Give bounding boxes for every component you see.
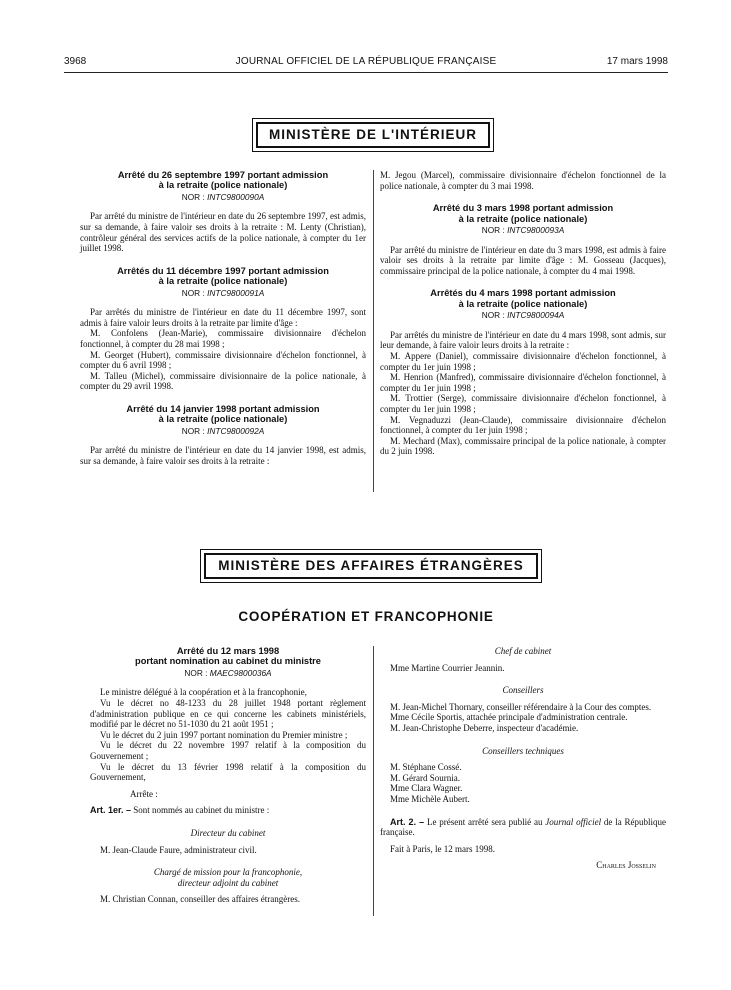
nor-code: INTC9800093A (507, 225, 565, 235)
nor-reference (80, 288, 366, 299)
decree-title-line: à la retraite (police nationale) (458, 298, 588, 309)
cooperation-left-column (90, 646, 366, 905)
decree-title-line: Arrêtés du 4 mars 1998 portant admission (430, 288, 616, 299)
nor-reference (380, 225, 666, 236)
ministry-affaires-etrangeres-title: MINISTÈRE DES AFFAIRES ÉTRANGÈRES (204, 553, 538, 579)
decree-paragraph: M. Henrion (Manfred), commissaire divisionnaire d'échelon fonctionnel, à compter du 1er juin 1998 ; (380, 372, 666, 393)
ministry-interieur-title: MINISTÈRE DE L'INTÉRIEUR (256, 122, 490, 148)
journal-title: JOURNAL OFFICIEL DE LA RÉPUBLIQUE FRANÇAISE (235, 56, 497, 67)
decree-title-line: Arrêtés du 11 décembre 1997 portant admission (117, 265, 329, 276)
decree-paragraph: Par arrêté du ministre de l'intérieur en date du 14 janvier 1998, est admis, sur sa demande, à faire valoir ses droits à la retraite : (80, 445, 366, 466)
appointee: M. Stéphane Cossé. (390, 762, 462, 773)
decree-paragraph: Par arrêtés du ministre de l'intérieur en date du 11 décembre 1997, sont admis à faire valoir leurs droits à la retraite par limite d'âge : (80, 307, 366, 328)
nor-code: INTC9800090A (207, 191, 265, 202)
article-text: de la République française. (380, 816, 666, 838)
heading-line: directeur adjoint du cabinet (177, 877, 279, 888)
page-header (64, 56, 668, 70)
issue-date: 17 mars 1998 (606, 56, 668, 67)
appointee: Mme Martine Courrier Jeannin. (390, 662, 505, 673)
decree-intro: Vu le décret du 2 juin 1997 portant nomination du Premier ministre ; (100, 729, 348, 740)
heading-charge-mission (90, 867, 366, 888)
decree-paragraph: Par arrêté du ministre de l'intérieur en date du 26 septembre 1997, est admis, sur sa demande, à faire valoir ses droits à la retraite : M. Lenty (Christian), contrôleur général des services actifs de la police nationale, à compter du 1er juillet 1998. (80, 211, 366, 254)
nor-label: NOR : (181, 287, 205, 298)
appointee: M. Jean-Michel Thornary, conseiller référendaire à la Cour des comptes. (390, 701, 652, 712)
heading-conseillers: Conseillers (502, 685, 544, 696)
decree-3-mars-1998 (380, 203, 666, 276)
article-label: Art. 1er. – (90, 805, 132, 816)
decree-continuation: M. Jegou (Marcel), commissaire divisionnaire d'échelon fonctionnel de la police nationale, à compter du 3 mai 1998. (380, 170, 666, 191)
article-2 (380, 817, 666, 838)
decree-title-line: Arrêté du 3 mars 1998 portant admission (432, 203, 614, 214)
decree-14-jan-1998 (80, 404, 366, 467)
decree-intro: Vu le décret du 13 février 1998 relatif à la composition du Gouvernement, (90, 761, 366, 783)
decree-title (380, 203, 666, 224)
article-text: Le présent arrêté sera publié au (426, 816, 543, 827)
technical-advisers-list (380, 762, 666, 804)
decree-paragraph: M. Georget (Hubert), commissaire divisionnaire d'échelon fonctionnel, à compter du 6 avril 1998 ; (80, 349, 366, 371)
decree-title (90, 646, 366, 667)
decree-paragraph: M. Mechard (Max), commissaire principal de la police nationale, à compter du 2 juin 1998. (380, 435, 666, 457)
decree-paragraph: Par arrêtés du ministre de l'intérieur en date du 4 mars 1998, sont admis, sur leur demande, à faire valoir leurs droits à la retraite : (380, 329, 666, 351)
decree-title (380, 288, 666, 309)
signature: Charles Josselin (596, 860, 656, 871)
column-divider (373, 170, 374, 492)
appointee: M. Gérard Sournia. (390, 772, 460, 783)
section-subtitle: COOPÉRATION ET FRANCOPHONIE (238, 609, 494, 624)
nor-label: NOR : (481, 310, 505, 321)
nor-reference (80, 426, 366, 437)
decree-title (80, 170, 366, 191)
decree-intro: Vu le décret no 48-1233 du 28 juillet 1948 portant règlement d'administration publique en ce qui concerne les cabinets ministériels, modifié par le décret no 51-1030 du 21 août 1951 ; (90, 698, 366, 730)
nor-label: NOR : (184, 667, 208, 678)
decree-paragraph: M. Confolens (Jean-Marie), commissaire divisionnaire d'échelon fonctionnel, à compter du 28 mai 1998 ; (80, 328, 366, 349)
decree-paragraph: M. Trottier (Serge), commissaire divisionnaire d'échelon fonctionnel, à compter du 1er juin 1998 ; (380, 393, 666, 414)
decree-title (80, 404, 366, 425)
decree-paragraph: M. Vegnaduzzi (Jean-Claude), commissaire divisionnaire d'échelon fonctionnel, à compter du 1er juin 1998 ; (380, 414, 666, 436)
cooperation-right-column (380, 646, 666, 871)
nor-code: INTC9800091A (207, 287, 265, 298)
column-divider (373, 646, 374, 916)
heading-conseillers-techniques: Conseillers techniques (482, 745, 564, 756)
heading-line: Chargé de mission pour la francophonie, (153, 867, 303, 878)
decree-intro: Le ministre délégué à la coopération et à la francophonie, (100, 687, 307, 698)
decree-4-mars-1998 (380, 288, 666, 457)
nor-code: MAEC9800036A (209, 667, 272, 678)
decree-title-line: à la retraite (police nationale) (158, 276, 288, 287)
interieur-right-column (380, 170, 666, 457)
decree-26-sept-1997 (80, 170, 366, 254)
nor-label: NOR : (181, 425, 205, 436)
article-text: Sont nommés au cabinet du ministre : (133, 805, 270, 816)
article-1 (90, 805, 366, 816)
nor-label: NOR : (481, 225, 505, 235)
ministry-affaires-etrangeres-box (200, 549, 542, 583)
appointee: M. Jean-Claude Faure, administrateur civil. (100, 844, 257, 855)
decree-title-line: portant nomination au cabinet du ministre (135, 656, 321, 667)
heading-directeur: Directeur du cabinet (190, 827, 266, 838)
decree-paragraph: M. Talleu (Michel), commissaire divisionnaire de la police nationale, à compter du 29 avril 1998. (80, 370, 366, 392)
article-label: Art. 2. – (390, 816, 425, 827)
nor-code: INTC9800092A (207, 425, 265, 436)
appointee: M. Jean-Christophe Deberre, inspecteur d'académie. (390, 722, 579, 733)
arrete-label: Arrête : (130, 788, 158, 799)
journal-reference: Journal officiel (545, 816, 602, 827)
appointee: Mme Michèle Aubert. (390, 793, 470, 804)
appointee: Mme Clara Wagner. (390, 783, 463, 794)
decree-title-line: à la retraite (police nationale) (158, 414, 288, 425)
decree-title (80, 266, 366, 287)
decree-title-line: Arrêté du 14 janvier 1998 portant admission (126, 403, 320, 414)
nor-code: INTC9800094A (507, 310, 565, 321)
nor-reference (90, 668, 366, 679)
decree-title-line: Arrêté du 12 mars 1998 (176, 646, 280, 656)
decree-paragraph: Par arrêté du ministre de l'intérieur en date du 3 mars 1998, est admis à faire valoir ses droits à la retraite par limite d'âge : M. Gosseau (Jacques), commissaire principal de la police nationale, à compter du 4 mai 1998. (380, 244, 666, 276)
nor-label: NOR : (181, 191, 205, 202)
nor-reference (380, 310, 666, 321)
appointee: M. Christian Connan, conseiller des affaires étrangères. (100, 894, 301, 905)
page-number: 3968 (64, 56, 87, 67)
decree-title-line: à la retraite (police nationale) (158, 180, 288, 191)
decree-11-dec-1997 (80, 266, 366, 392)
nor-reference (80, 192, 366, 203)
decree-title-line: à la retraite (police nationale) (458, 213, 588, 224)
fait-a-paris: Fait à Paris, le 12 mars 1998. (390, 843, 495, 854)
decree-intro: Vu le décret du 22 novembre 1997 relatif à la composition du Gouvernement ; (90, 740, 366, 761)
header-rule (64, 72, 668, 73)
heading-chef-cabinet: Chef de cabinet (494, 646, 552, 656)
appointee: Mme Cécile Sportis, attachée principale d'administration centrale. (390, 712, 628, 723)
ministry-interieur-box (252, 118, 494, 152)
interieur-left-column (80, 170, 366, 467)
decree-title-line: Arrêté du 26 septembre 1997 portant admission (117, 170, 329, 180)
decree-paragraph: M. Appere (Daniel), commissaire divisionnaire d'échelon fonctionnel, à compter du 1er juin 1998 ; (380, 350, 666, 372)
